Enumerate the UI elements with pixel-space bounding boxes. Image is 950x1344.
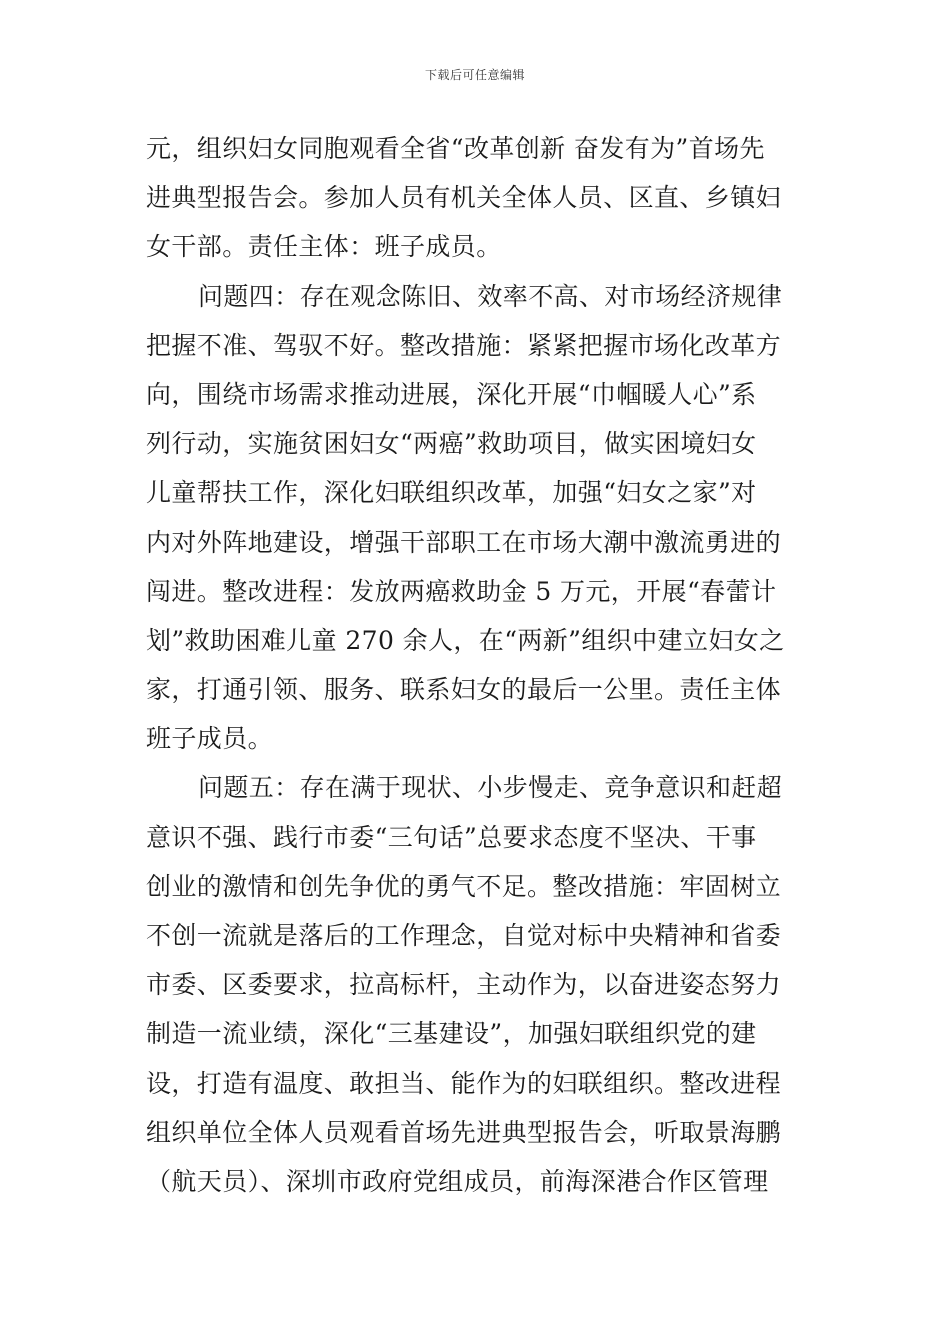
- text-line: 班子成员。: [146, 724, 274, 754]
- text-line: 把握不准、驾驭不好。整改措施：紧紧把握市场化改革方: [146, 330, 782, 360]
- text-line: （航天员）、深圳市政府党组成员，前海深港合作区管理: [146, 1166, 769, 1196]
- text-line: 女干部。责任主体：班子成员。: [146, 232, 502, 262]
- text-line: 进典型报告会。参加人员有机关全体人员、区直、乡镇妇: [146, 183, 782, 213]
- text-line: 家，打通引领、服务、联系妇女的最后一公里。责任主体: [146, 675, 782, 705]
- text-line: 不创一流就是落后的工作理念，自觉对标中央精神和省委: [146, 921, 782, 950]
- text-line: 组织单位全体人员观看首场先进典型报告会，听取景海鹏: [146, 1117, 782, 1147]
- text-line: 划”救助困难儿童 270 余人，在“两新”组织中建立妇女之: [146, 625, 785, 655]
- text-line: 闯进。整改进程：发放两癌救助金 5 万元，开展“春蕾计: [146, 576, 777, 606]
- text-line: 意识不强、践行市委“三句话”总要求态度不坚决、干事: [146, 822, 757, 852]
- paragraph-start-line: 问题四：存在观念陈旧、效率不高、对市场经济规律: [198, 281, 783, 311]
- text-line: 创业的激情和创先争优的勇气不足。整改措施：牢固树立: [146, 871, 782, 901]
- text-line: 元，组织妇女同胞观看全省“改革创新 奋发有为”首场先: [146, 134, 765, 163]
- text-line: 列行动，实施贫困妇女“两癌”救助项目，做实困境妇女: [146, 429, 757, 459]
- text-line: 制造一流业绩，深化“三基建设”，加强妇联组织党的建: [146, 1019, 757, 1049]
- text-line: 市委、区委要求，拉高标杆，主动作为，以奋进姿态努力: [146, 970, 782, 1000]
- text-line: 儿童帮扶工作，深化妇联组织改革，加强“妇女之家”对: [146, 478, 757, 508]
- paragraph-start-line: 问题五：存在满于现状、小步慢走、竞争意识和赶超: [198, 773, 783, 803]
- text-line: 设，打造有温度、敢担当、能作为的妇联组织。整改进程: [146, 1068, 782, 1098]
- text-line: 向，围绕市场需求推动进展，深化开展“巾帼暖人心”系: [146, 379, 757, 409]
- document-body: [146, 124, 806, 1206]
- text-line: 内对外阵地建设，增强干部职工在市场大潮中激流勇进的: [146, 527, 782, 557]
- page-header: 下载后可任意编辑: [424, 68, 525, 82]
